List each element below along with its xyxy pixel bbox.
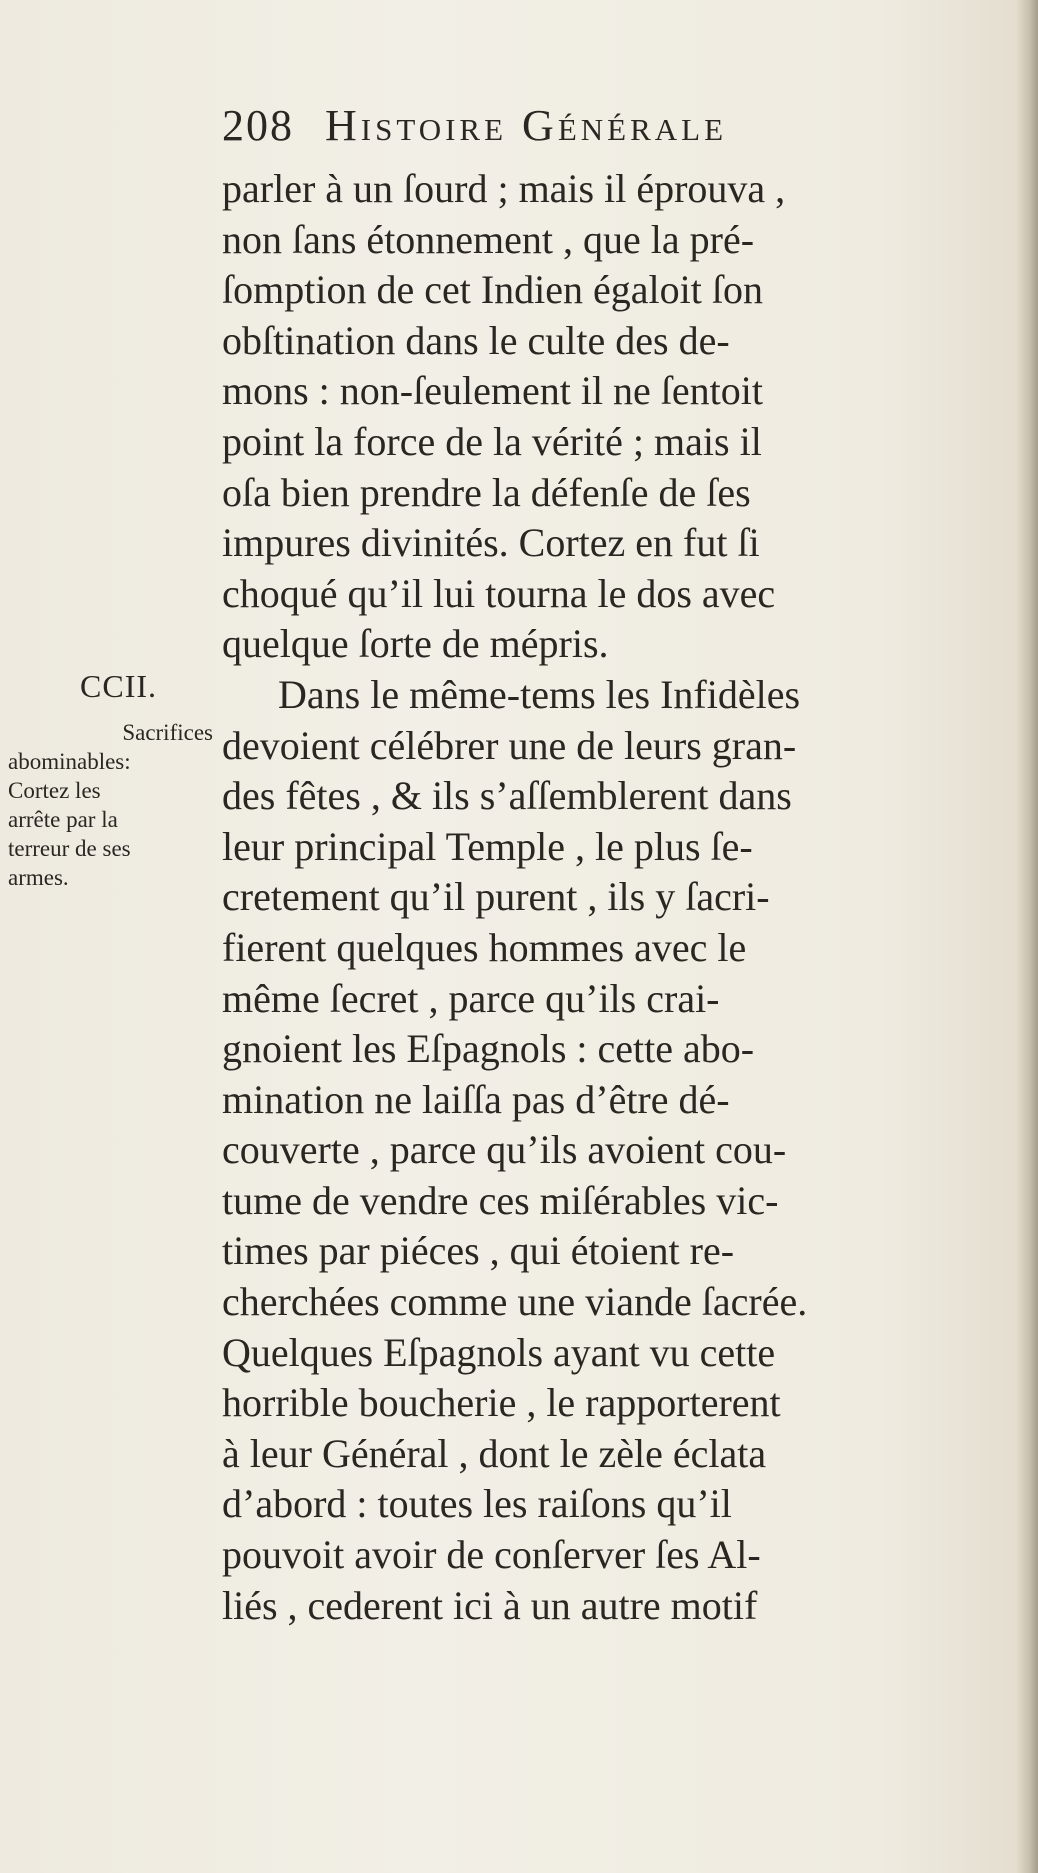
text-line: fierent quelques hommes avec le [222,924,747,970]
page-header [222,96,942,156]
text-line: liés , cederent ici à un autre motif [222,1582,758,1628]
text-line: Quelques Eſpagnols ayant vu cette [222,1329,776,1375]
page-edge-shadow [1016,0,1038,1873]
text-line: gnoient les Eſpagnols : cette abo- [222,1026,755,1072]
text-line: pouvoit avoir de conſerver ſes Al- [222,1532,761,1578]
text-line: choqué qu’il lui tourna le dos avec [222,570,776,616]
text-line: obſtination dans le culte des de- [222,317,730,363]
running-title: Histoire Générale [325,101,728,150]
text-line: times par piéces , qui étoient re- [222,1228,735,1274]
margin-note-line: Sacrifices [122,720,213,745]
text-line: cretement qu’il purent , ils y ſacri- [222,874,770,920]
text-line: quelque ſorte de mépris. [222,621,609,667]
margin-note-line: Cortez les [8,778,101,803]
margin-note-line: terreur de ses [8,836,131,861]
text-line: des fêtes , & ils s’aſſemblerent dans [222,773,792,819]
text-line: même ſecret , parce qu’ils crai- [222,975,720,1021]
text-line: oſa bien prendre la défenſe de ſes [222,469,751,515]
text-line: devoient célébrer une de leurs gran- [222,722,797,768]
text-line: tume de vendre ces miſérables vic- [222,1177,779,1223]
text-line: d’abord : toutes les raiſons qu’il [222,1481,732,1527]
text-line: horrible boucherie , le rapporterent [222,1380,781,1426]
text-line: leur principal Temple , le plus ſe- [222,823,753,869]
margin-note-line: abominables: [8,749,131,774]
margin-note-line: arrête par la [8,807,118,832]
text-line: à leur Général , dont le zèle éclata [222,1430,767,1476]
section-number: CCII. [80,668,157,704]
paragraph-start-line: Dans le même-tems les Infidèles [278,671,801,717]
text-line: point la force de la vérité ; mais il [222,418,762,464]
page-number: 208 [222,101,294,150]
text-line: mons : non-ſeulement il ne ſentoit [222,368,764,414]
text-line: cherchées comme une viande ſacrée. [222,1279,808,1325]
body-text [222,164,942,1631]
text-line: impures divinités. Cortez en fut ſi [222,520,760,566]
text-line: non ſans étonnement , que la pré- [222,216,755,262]
text-line: mination ne laiſſa pas d’être dé- [222,1076,730,1122]
text-line: ſomption de cet Indien égaloit ſon [222,267,763,313]
text-line: parler à un ſourd ; mais il éprouva , [222,166,786,211]
margin-note [8,718,213,892]
text-line: couverte , parce qu’ils avoient cou- [222,1127,787,1173]
margin-note-line: armes. [8,865,69,890]
